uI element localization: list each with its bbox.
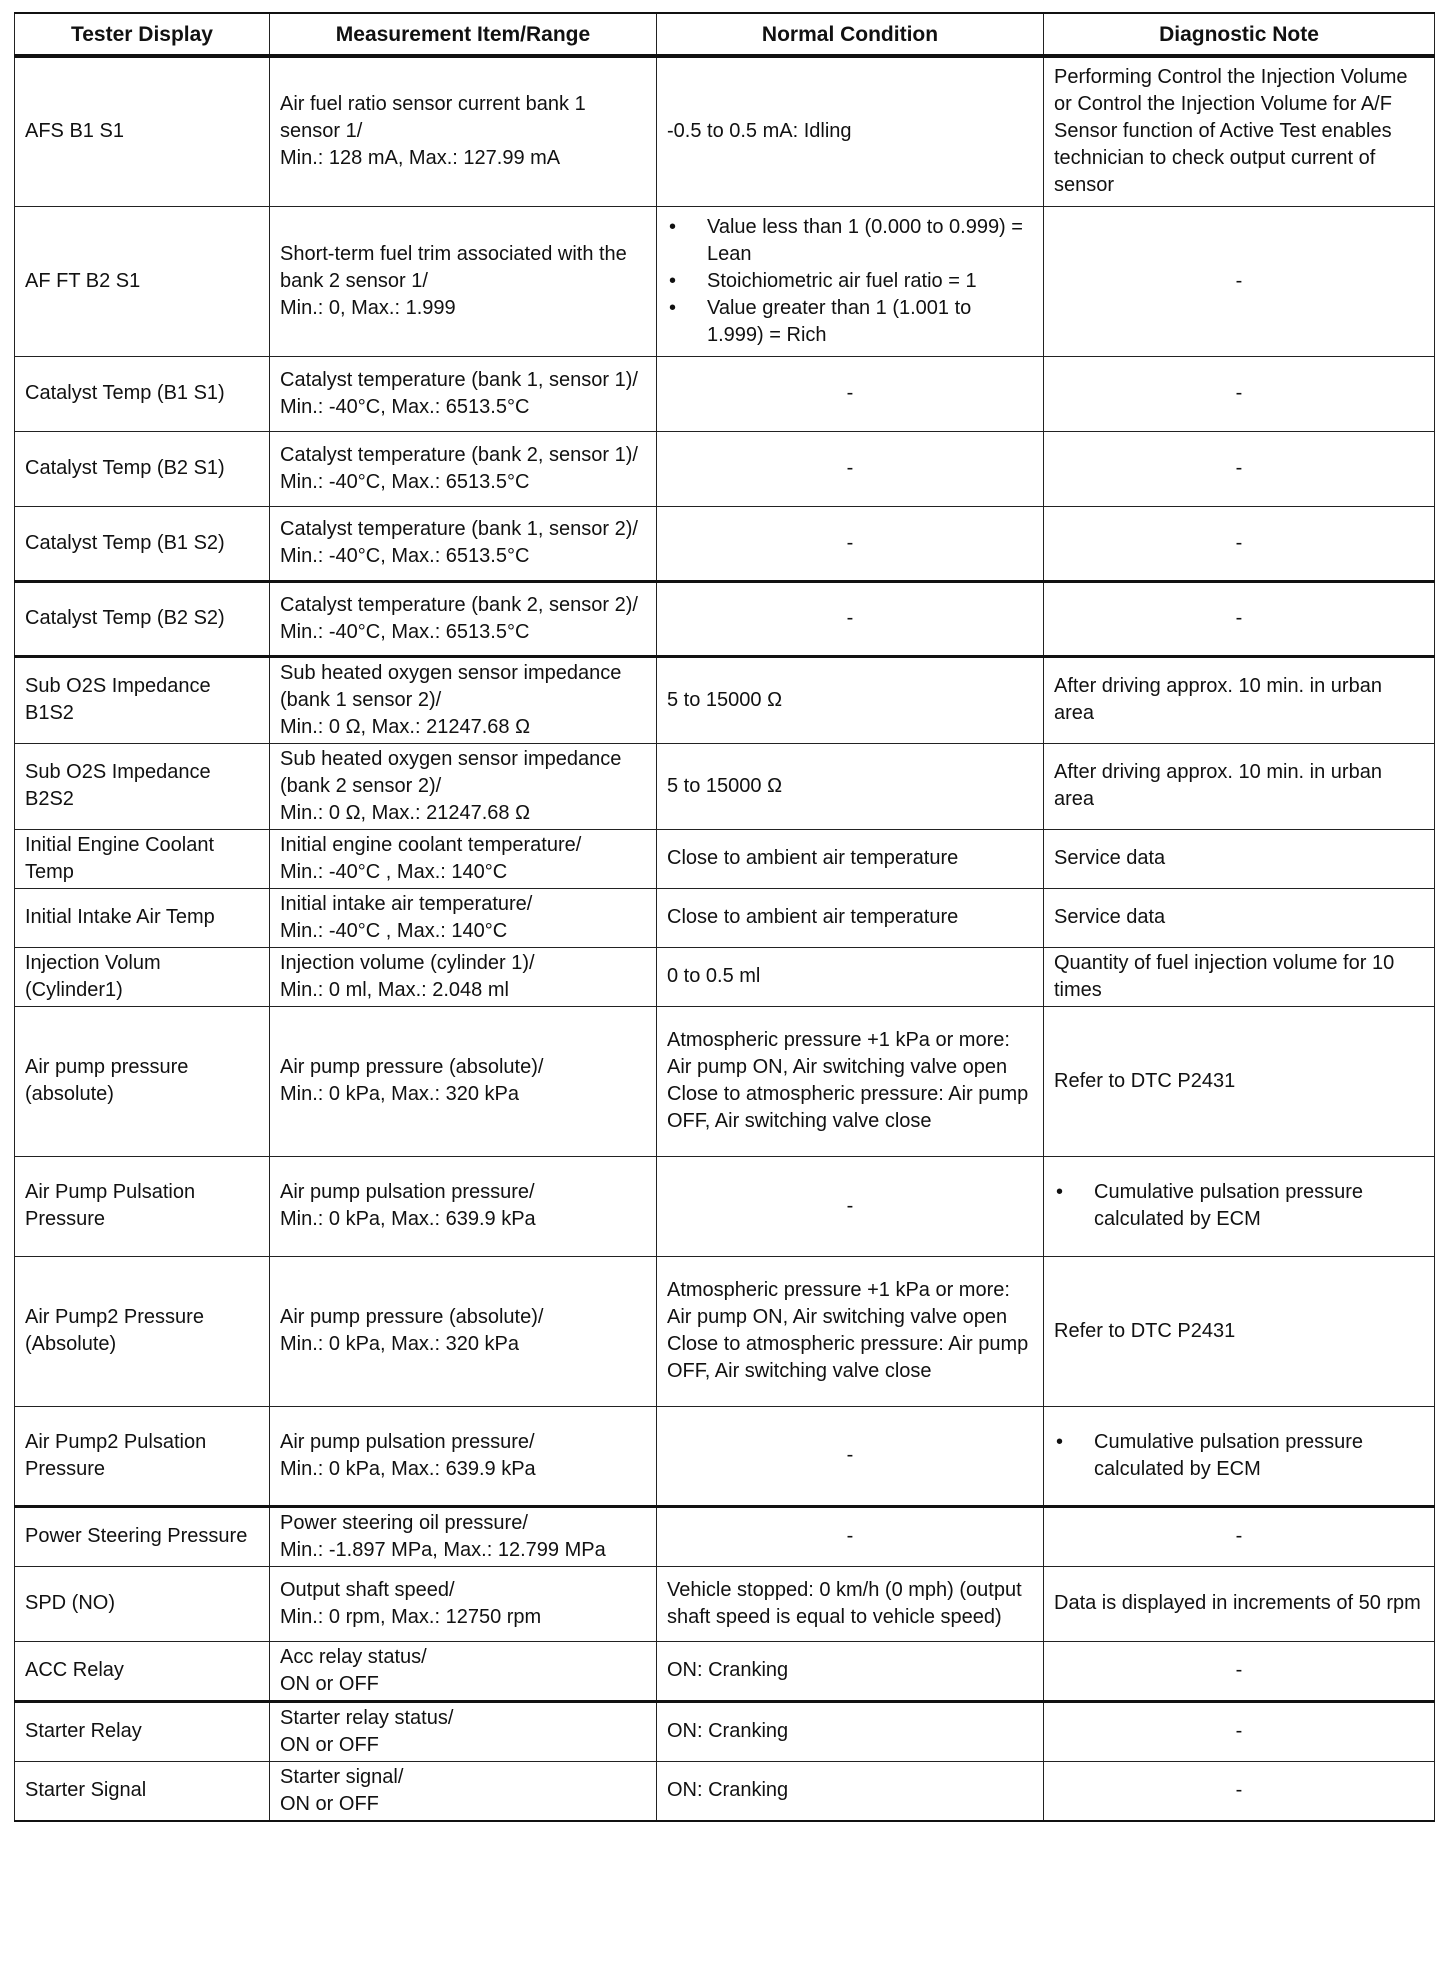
cell-diagnostic-note [1044,1406,1435,1506]
header-tester-display: Tester Display [15,13,270,56]
cell-normal-condition [657,1156,1044,1256]
cell-text-line: Min.: 0 ml, Max.: 2.048 ml [280,978,509,1001]
cell-text-line: Min.: 0, Max.: 1.999 [280,296,456,319]
cell-normal-condition [657,1641,1044,1701]
cell-text-line: - [846,1194,854,1217]
cell-measurement-item [270,506,657,581]
cell-tester-display [15,743,270,829]
cell-text-line: Service data [1054,847,1166,869]
table-row [15,431,1435,506]
header-diagnostic-note: Diagnostic Note [1044,13,1435,56]
cell-text-line: ON: Cranking [667,1779,789,1801]
bullet-item: • Value less than 1 (0.000 to 0.999) = Lean [667,214,1033,268]
cell-text-line: Sub O2S Impedance B1S2 [25,675,211,724]
cell-text-line: Min.: 128 mA, Max.: 127.99 mA [280,147,561,170]
cell-measurement-item [270,56,657,206]
cell-text-line: Air Pump Pulsation Pressure [25,1181,196,1230]
cell-measurement-item [270,1156,657,1256]
cell-text-line: Min.: 0 Ω, Max.: 21247.68 Ω [280,801,531,824]
cell-text-line: ON: Cranking [667,1659,789,1681]
cell-normal-condition [657,1256,1044,1406]
cell-normal-condition [657,431,1044,506]
cell-text-line: Min.: 0 kPa, Max.: 639.9 kPa [280,1208,536,1230]
table-body [15,56,1435,1821]
cell-text-line: Refer to DTC P2431 [1054,1069,1236,1092]
table-row [15,506,1435,581]
cell-text-line: - [1235,1720,1243,1742]
cell-text-line: Min.: 0 kPa, Max.: 320 kPa [280,1333,519,1355]
cell-text-line: Air fuel ratio sensor current bank 1 sensor 1/ [280,93,586,143]
cell-text-line: AFS B1 S1 [25,120,124,143]
cell-measurement-item [270,888,657,947]
cell-measurement-item [270,1256,657,1406]
cell-text-line: Close to ambient air temperature [667,906,959,928]
cell-measurement-item [270,1406,657,1506]
cell-text-line: - [846,1525,854,1547]
cell-text-line: - [846,607,854,629]
cell-normal-condition [657,1761,1044,1821]
cell-text-line: Min.: 0 rpm, Max.: 12750 rpm [280,1605,542,1628]
cell-tester-display [15,1156,270,1256]
cell-text-line: ON: Cranking [667,1720,789,1742]
cell-text-line: Initial Engine Coolant Temp [25,833,215,883]
cell-text-line: Catalyst temperature (bank 1, sensor 1)/ [280,368,638,391]
cell-text-line: ON or OFF [280,1733,379,1756]
cell-measurement-item [270,356,657,431]
cell-diagnostic-note [1044,1256,1435,1406]
cell-normal-condition [657,581,1044,656]
cell-text-line: Catalyst Temp (B1 S1) [25,382,225,404]
cell-text-line: Starter relay status/ [280,1706,454,1729]
cell-text-line: Catalyst Temp (B2 S1) [25,457,225,479]
cell-text-line: After driving approx. 10 min. in urban area [1054,675,1382,724]
cell-text-line: Output shaft speed/ [280,1578,455,1601]
cell-text-line: 5 to 15000 Ω [667,774,783,797]
table-row [15,947,1435,1006]
table-row [15,1506,1435,1566]
cell-text-line: Injection volume (cylinder 1)/ [280,951,535,974]
data-list-table [14,12,1435,1822]
cell-text-line: ACC Relay [25,1659,124,1681]
cell-text-line: -0.5 to 0.5 mA: Idling [667,120,852,143]
bullet-item: • Stoichiometric air fuel ratio = 1 [667,268,1033,295]
cell-measurement-item [270,656,657,743]
cell-measurement-item [270,1761,657,1821]
cell-text-line: Initial intake air temperature/ [280,892,533,915]
cell-normal-condition [657,1506,1044,1566]
cell-text-line: Close to atmospheric pressure: Air pump OFF, Air switching valve close [667,1333,1029,1382]
cell-text-line: Min.: -1.897 MPa, Max.: 12.799 MPa [280,1538,606,1561]
cell-text-line: ON or OFF [280,1792,379,1815]
cell-diagnostic-note [1044,581,1435,656]
cell-text-line: Atmospheric pressure +1 kPa or more: Air pump ON, Air switching valve open [667,1279,1010,1328]
cell-measurement-item [270,1006,657,1156]
cell-diagnostic-note [1044,947,1435,1006]
cell-text-line: Min.: 0 Ω, Max.: 21247.68 Ω [280,715,531,738]
cell-text-line: Starter Signal [25,1779,147,1801]
cell-diagnostic-note [1044,1566,1435,1641]
cell-tester-display [15,206,270,356]
cell-text-line: Injection Volum (Cylinder1) [25,951,161,1001]
cell-text-line: - [846,382,854,404]
cell-tester-display [15,1641,270,1701]
table-row [15,1406,1435,1506]
cell-text-line: Air Pump2 Pulsation Pressure [25,1430,207,1480]
table-row [15,1701,1435,1761]
cell-tester-display [15,431,270,506]
cell-text-line: - [1235,607,1243,629]
cell-text-line: Starter Relay [25,1720,142,1742]
cell-tester-display [15,1701,270,1761]
table-row [15,356,1435,431]
cell-text-line: Air Pump2 Pressure (Absolute) [25,1306,204,1355]
cell-tester-display [15,1006,270,1156]
table-row [15,1006,1435,1156]
cell-diagnostic-note [1044,1506,1435,1566]
cell-diagnostic-note [1044,356,1435,431]
bullet-list [667,214,1033,349]
cell-measurement-item [270,206,657,356]
cell-text-line: Vehicle stopped: 0 km/h (0 mph) (output shaft speed is equal to vehicle speed) [667,1578,1022,1628]
cell-text-line: Min.: 0 kPa, Max.: 320 kPa [280,1083,519,1105]
cell-text-line: 0 to 0.5 ml [667,965,761,987]
cell-text-line: Min.: -40°C, Max.: 6513.5°C [280,395,530,418]
cell-normal-condition [657,743,1044,829]
cell-text-line: SPD (NO) [25,1592,115,1614]
cell-tester-display [15,1256,270,1406]
cell-tester-display [15,1761,270,1821]
cell-diagnostic-note [1044,1006,1435,1156]
cell-text-line: - [1235,457,1243,479]
cell-measurement-item [270,1701,657,1761]
cell-diagnostic-note [1044,656,1435,743]
cell-text-line: Air pump pulsation pressure/ [280,1430,535,1453]
cell-diagnostic-note [1044,206,1435,356]
cell-tester-display [15,656,270,743]
cell-text-line: Acc relay status/ [280,1645,427,1668]
bullet-item: • Cumulative pulsation pressure calculated by ECM [1054,1179,1424,1233]
cell-diagnostic-note [1044,1761,1435,1821]
cell-text-line: - [1235,269,1243,292]
cell-text-line: Min.: -40°C, Max.: 6513.5°C [280,545,530,567]
cell-text-line: Sub O2S Impedance B2S2 [25,761,211,810]
cell-tester-display [15,1566,270,1641]
cell-text-line: Refer to DTC P2431 [1054,1319,1236,1342]
table-header [15,13,1435,56]
cell-text-line: - [1235,382,1243,404]
cell-tester-display [15,581,270,656]
cell-text-line: Min.: 0 kPa, Max.: 639.9 kPa [280,1457,536,1480]
cell-text-line: - [1235,1779,1243,1801]
header-measurement-item: Measurement Item/Range [270,13,657,56]
table-row [15,1256,1435,1406]
cell-measurement-item [270,431,657,506]
cell-text-line: Starter signal/ [280,1765,404,1788]
cell-tester-display [15,1506,270,1566]
cell-text-line: - [1235,1659,1243,1681]
cell-text-line: Catalyst Temp (B1 S2) [25,531,225,554]
cell-text-line: AF FT B2 S1 [25,269,141,292]
cell-measurement-item [270,743,657,829]
cell-measurement-item [270,1566,657,1641]
cell-diagnostic-note [1044,431,1435,506]
cell-text-line: Close to atmospheric pressure: Air pump OFF, Air switching valve close [667,1083,1029,1132]
cell-text-line: Min.: -40°C , Max.: 140°C [280,919,508,942]
cell-text-line: Catalyst temperature (bank 2, sensor 2)/ [280,593,638,616]
table-row [15,743,1435,829]
cell-diagnostic-note [1044,743,1435,829]
table-row [15,1156,1435,1256]
cell-text-line: Catalyst temperature (bank 2, sensor 1)/ [280,443,638,466]
cell-tester-display [15,947,270,1006]
cell-text-line: Close to ambient air temperature [667,847,959,869]
table-row [15,656,1435,743]
table-row [15,206,1435,356]
cell-text-line: Power steering oil pressure/ [280,1511,528,1534]
cell-text-line: Initial engine coolant temperature/ [280,833,582,856]
cell-normal-condition [657,656,1044,743]
cell-text-line: Air pump pressure (absolute)/ [280,1306,544,1328]
cell-text-line: Min.: -40°C, Max.: 6513.5°C [280,620,530,643]
table-row [15,56,1435,206]
table-row [15,829,1435,888]
table-row [15,1566,1435,1641]
cell-text-line: Quantity of fuel injection volume for 10 times [1054,951,1395,1001]
cell-text-line: Air pump pulsation pressure/ [280,1181,535,1203]
cell-tester-display [15,1406,270,1506]
cell-normal-condition [657,947,1044,1006]
cell-text-line: Min.: -40°C, Max.: 6513.5°C [280,470,530,493]
cell-text-line: Air pump pressure (absolute) [25,1056,189,1105]
cell-text-line: - [1235,531,1243,554]
cell-text-line: Catalyst Temp (B2 S2) [25,607,225,629]
cell-diagnostic-note [1044,1701,1435,1761]
cell-normal-condition [657,1406,1044,1506]
bullet-list [1054,1429,1424,1483]
header-normal-condition: Normal Condition [657,13,1044,56]
cell-diagnostic-note [1044,1156,1435,1256]
cell-measurement-item [270,947,657,1006]
table-row [15,1641,1435,1701]
cell-text-line: Performing Control the Injection Volume or Control the Injection Volume for A/F Sensor function of Active Test enables technician to check output current of sensor [1054,66,1408,197]
cell-diagnostic-note [1044,506,1435,581]
cell-tester-display [15,356,270,431]
cell-text-line: - [1235,1525,1243,1547]
cell-normal-condition [657,356,1044,431]
table-row [15,581,1435,656]
cell-text-line: Data is displayed in increments of 50 rpm [1054,1592,1421,1614]
cell-normal-condition [657,506,1044,581]
cell-text-line: 5 to 15000 Ω [667,688,783,711]
cell-text-line: Air pump pressure (absolute)/ [280,1056,544,1078]
cell-normal-condition [657,1006,1044,1156]
cell-diagnostic-note [1044,829,1435,888]
cell-text-line: After driving approx. 10 min. in urban area [1054,761,1382,810]
cell-tester-display [15,829,270,888]
cell-measurement-item [270,581,657,656]
cell-normal-condition [657,56,1044,206]
cell-measurement-item [270,829,657,888]
cell-text-line: Sub heated oxygen sensor impedance (bank 2 sensor 2)/ [280,747,622,797]
cell-text-line: Atmospheric pressure +1 kPa or more: Air pump ON, Air switching valve open [667,1029,1010,1078]
cell-measurement-item [270,1506,657,1566]
cell-text-line: ON or OFF [280,1672,379,1695]
cell-tester-display [15,506,270,581]
cell-text-line: - [846,457,854,479]
bullet-list [1054,1179,1424,1233]
table-row [15,1761,1435,1821]
cell-tester-display [15,888,270,947]
cell-text-line: Service data [1054,906,1166,928]
cell-normal-condition [657,1566,1044,1641]
cell-normal-condition [657,1701,1044,1761]
cell-diagnostic-note [1044,888,1435,947]
cell-normal-condition [657,206,1044,356]
cell-text-line: - [846,531,854,554]
cell-text-line: Initial Intake Air Temp [25,906,215,928]
cell-measurement-item [270,1641,657,1701]
cell-normal-condition [657,888,1044,947]
cell-text-line: Min.: -40°C , Max.: 140°C [280,860,508,883]
bullet-item: • Cumulative pulsation pressure calculated by ECM [1054,1429,1424,1483]
cell-text-line: Sub heated oxygen sensor impedance (bank 1 sensor 2)/ [280,661,622,711]
cell-diagnostic-note [1044,56,1435,206]
table-row [15,888,1435,947]
cell-diagnostic-note [1044,1641,1435,1701]
cell-text-line: Power Steering Pressure [25,1525,248,1547]
cell-normal-condition [657,829,1044,888]
bullet-item: • Value greater than 1 (1.001 to 1.999) = Rich [667,295,1033,349]
cell-tester-display [15,56,270,206]
cell-text-line: Catalyst temperature (bank 1, sensor 2)/ [280,518,638,540]
cell-text-line: - [846,1444,854,1466]
header-row [15,13,1435,56]
cell-text-line: Short-term fuel trim associated with the bank 2 sensor 1/ [280,242,627,292]
